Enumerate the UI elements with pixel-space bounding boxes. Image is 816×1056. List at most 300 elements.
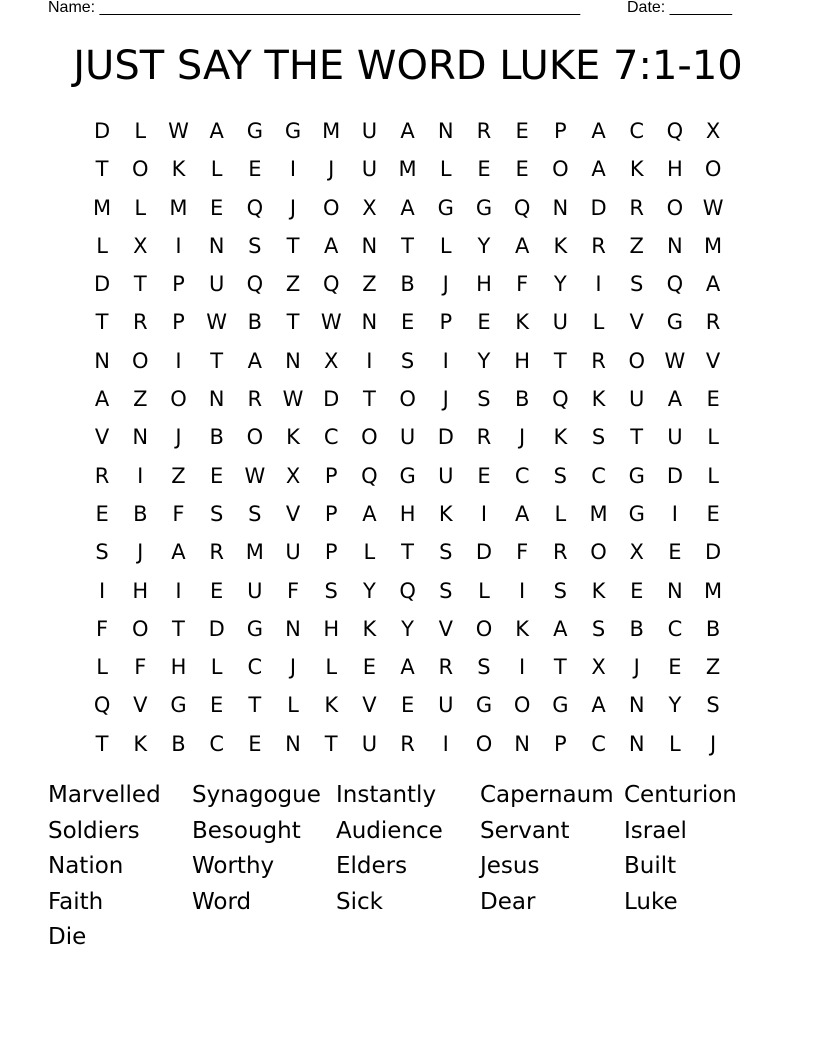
grid-letter: I [175,578,182,603]
grid-letter: M [589,501,608,526]
grid-letter: J [442,272,449,297]
grid-letter: X [324,348,339,373]
grid-letter: E [400,693,415,718]
grid-letter: A [705,272,721,297]
grid-letter: Q [666,272,684,297]
grid-letter: H [514,348,531,373]
grid-row [83,572,733,610]
grid-letter: N [361,233,378,258]
grid-letter: S [209,501,224,526]
grid-letter: K [591,578,606,603]
grid-letter: C [514,463,530,488]
word-bank-item: Elders [336,853,408,880]
grid-letter: E [515,119,529,143]
grid-letter: X [362,195,377,220]
word-bank-item: Centurion [624,782,737,808]
grid-letter: O [132,157,149,182]
grid-letter: O [132,348,149,373]
grid-letter: V [133,693,148,718]
grid-letter: O [552,157,569,182]
grid-letter: T [401,233,414,258]
grid-letter: A [362,501,377,526]
name-field: Name: ______________________________________________________ [48,0,581,16]
grid-letter: A [324,233,339,258]
grid-row [83,380,733,418]
letter-grid [83,112,733,763]
grid-letter: U [667,425,683,450]
grid-letter: T [172,616,185,641]
grid-letter: A [553,616,568,641]
grid-letter: L [707,463,719,488]
grid-letter: A [514,233,530,258]
grid-letter: I [442,348,449,373]
grid-letter: C [591,463,606,488]
grid-letter: O [132,616,149,641]
grid-letter: X [285,463,301,488]
grid-letter: W [168,119,189,143]
grid-letter: U [361,157,378,182]
grid-letter: C [667,616,683,641]
grid-row [83,457,733,495]
grid-letter: A [591,157,606,182]
grid-letter: C [591,731,606,756]
grid-letter: S [553,463,568,488]
word-bank-item: Luke [624,888,678,915]
grid-letter: C [209,731,224,756]
grid-letter: S [477,387,491,412]
grid-letter: Y [477,233,491,258]
grid-letter: W [320,310,342,335]
grid-letter: Y [401,616,414,641]
grid-letter: R [209,540,224,565]
grid-letter: S [248,501,262,526]
grid-letter: K [171,157,186,182]
word-bank-item: Sick [336,888,383,915]
grid-letter: H [399,501,416,526]
grid-letter: R [476,425,492,450]
grid-letter: J [709,731,717,756]
word-bank-item: Instantly [336,782,437,808]
word-bank-item: Built [624,853,677,880]
grid-letter: E [210,463,224,488]
grid-letter: N [94,348,110,373]
grid-letter: N [132,425,149,450]
grid-letter: T [95,731,109,756]
grid-letter: E [362,655,377,680]
grid-letter: T [95,310,109,335]
grid-letter: R [438,655,454,680]
grid-letter: M [169,195,188,220]
grid-letter: Q [666,119,684,143]
grid-letter: P [554,119,567,143]
grid-letter: L [287,693,299,718]
grid-letter: U [552,310,569,335]
grid-letter: N [667,578,683,603]
grid-letter: U [399,425,416,450]
grid-letter: K [629,157,644,182]
grid-letter: E [210,578,224,603]
grid-letter: E [668,655,682,680]
grid-letter: P [172,310,185,335]
word-bank-item: Capernaum [480,782,614,808]
page-title: JUST SAY THE WORD LUKE 7:1-10 [73,43,743,89]
grid-letter: D [590,195,607,220]
grid-letter: L [210,655,223,680]
grid-letter: L [554,501,567,526]
grid-letter: D [323,387,340,412]
word-bank-item: Besought [192,817,301,844]
grid-letter: O [475,616,493,641]
grid-letter: T [362,387,376,412]
grid-letter: Z [362,272,377,297]
grid-letter: O [704,157,722,182]
grid-letter: N [285,731,301,756]
grid-letter: N [361,310,378,335]
grid-letter: R [591,233,606,258]
grid-letter: T [553,348,567,373]
grid-row [83,227,733,265]
grid-letter: F [96,616,109,641]
grid-letter: O [322,195,340,220]
grid-letter: Y [668,693,682,718]
grid-letter: A [209,119,224,143]
grid-letter: M [704,233,723,258]
grid-letter: R [553,540,568,565]
grid-letter: B [171,731,186,756]
word-bank-item: Soldiers [48,817,140,844]
grid-letter: Z [629,233,644,258]
grid-letter: D [437,425,454,450]
grid-letter: B [629,616,644,641]
grid-row [83,303,733,341]
grid-letter: N [667,233,683,258]
grid-letter: U [361,119,378,143]
grid-letter: S [591,425,606,450]
grid-letter: R [705,310,721,335]
grid-letter: O [246,425,264,450]
grid-letter: I [175,348,182,373]
grid-letter: J [289,195,297,220]
grid-letter: A [400,119,415,143]
grid-letter: O [590,540,607,565]
grid-letter: E [477,463,491,488]
grid-row [83,686,733,724]
grid-letter: M [93,195,112,220]
word-bank-item: Servant [480,817,570,844]
grid-row [83,495,733,533]
grid-letter: T [401,540,414,565]
grid-letter: G [246,119,263,143]
grid-letter: H [170,655,187,680]
grid-letter: G [437,195,454,220]
grid-letter: P [324,501,338,526]
grid-letter: A [400,655,415,680]
grid-letter: G [399,463,416,488]
grid-letter: G [246,616,263,641]
grid-letter: P [172,272,185,297]
grid-letter: N [285,348,301,373]
grid-letter: B [400,272,415,297]
grid-letter: G [666,310,684,335]
grid-letter: E [248,157,262,182]
grid-letter: R [629,195,645,220]
grid-letter: S [400,348,415,373]
grid-letter: L [439,233,452,258]
word-bank-item: Synagogue [192,782,321,808]
header-line [48,0,740,18]
grid-letter: L [325,655,338,680]
grid-letter: B [133,501,148,526]
grid-letter: K [515,616,530,641]
grid-letter: E [248,731,262,756]
grid-letter: V [285,501,301,526]
grid-letter: A [400,195,415,220]
grid-letter: D [94,272,111,297]
grid-letter: V [94,425,110,450]
grid-letter: R [591,348,606,373]
grid-letter: M [245,540,264,565]
grid-letter: J [328,157,335,182]
grid-letter: F [516,272,529,297]
grid-row [83,725,733,763]
grid-letter: G [475,195,493,220]
grid-letter: O [513,693,531,718]
grid-letter: V [438,616,453,641]
grid-letter: I [671,501,678,526]
grid-letter: J [137,540,144,565]
date-field: Date: _______ [627,0,732,16]
grid-letter: C [629,119,645,143]
grid-letter: Z [705,655,721,680]
word-bank-item: Worthy [192,853,275,880]
grid-letter: R [247,387,263,412]
grid-letter: L [592,310,605,335]
grid-letter: Z [285,272,301,297]
grid-letter: E [477,157,491,182]
grid-letter: D [208,616,225,641]
grid-letter: A [667,387,683,412]
grid-letter: O [361,425,378,450]
grid-letter: S [553,578,568,603]
grid-letter: Q [361,463,378,488]
word-bank-item: Nation [48,853,124,880]
grid-letter: G [284,119,302,143]
grid-letter: H [476,272,492,297]
grid-letter: Y [362,578,376,603]
grid-letter: A [247,348,263,373]
grid-letter: V [362,693,377,718]
grid-letter: W [702,195,724,220]
grid-letter: J [442,387,449,412]
grid-letter: S [324,578,338,603]
grid-letter: T [210,348,224,373]
grid-letter: N [514,731,531,756]
grid-letter: I [595,272,602,297]
grid-letter: K [133,731,148,756]
grid-letter: R [132,310,148,335]
grid-letter: W [282,387,304,412]
grid-letter: X [705,119,721,143]
grid-letter: S [706,693,720,718]
word-bank-item: Die [48,924,87,951]
grid-letter: L [96,655,108,680]
grid-letter: Q [246,195,264,220]
grid-letter: I [519,578,526,603]
grid-letter: B [514,387,530,412]
grid-letter: E [210,693,224,718]
grid-letter: S [439,578,453,603]
grid-letter: W [206,310,228,335]
grid-letter: F [516,540,529,565]
grid-letter: Y [477,348,491,373]
grid-letter: I [442,731,449,756]
grid-letter: F [172,501,185,526]
grid-letter: S [439,540,453,565]
grid-letter: L [96,233,108,258]
grid-letter: O [666,195,684,220]
grid-letter: U [247,578,263,603]
grid-letter: L [669,731,681,756]
grid-letter: R [400,731,415,756]
grid-letter: U [208,272,225,297]
grid-letter: Q [93,693,111,718]
grid-letter: N [208,233,225,258]
grid-row [83,150,733,188]
grid-letter: V [629,310,644,335]
grid-letter: A [171,540,186,565]
grid-letter: L [210,157,223,182]
grid-letter: G [628,463,645,488]
grid-letter: L [134,119,147,143]
word-bank-item: Israel [624,817,687,844]
grid-letter: S [477,655,491,680]
word-bank-item: Jesus [480,853,540,880]
grid-row [83,610,733,648]
grid-letter: A [514,501,530,526]
grid-letter: B [247,310,263,335]
grid-letter: P [554,731,567,756]
grid-letter: G [170,693,187,718]
grid-letter: S [591,616,606,641]
grid-letter: J [519,425,526,450]
grid-letter: N [628,731,645,756]
grid-letter: J [175,425,182,450]
grid-letter: T [286,233,300,258]
grid-letter: K [438,501,453,526]
grid-row [83,418,733,456]
grid-letter: O [170,387,187,412]
grid-letter: M [704,578,723,603]
grid-row [83,265,733,303]
grid-letter: N [208,387,225,412]
word-bank-item: Word [192,888,252,915]
grid-letter: E [706,387,720,412]
grid-letter: E [668,540,682,565]
grid-letter: U [629,387,645,412]
grid-row [83,189,733,227]
grid-letter: X [133,233,148,258]
grid-letter: Z [171,463,186,488]
grid-letter: R [94,463,110,488]
grid-letter: B [705,616,721,641]
grid-letter: U [285,540,301,565]
grid-row [83,112,733,150]
grid-letter: T [286,310,300,335]
grid-letter: N [552,195,569,220]
grid-letter: K [362,616,377,641]
grid-letter: B [209,425,224,450]
grid-letter: N [437,119,454,143]
grid-letter: G [552,693,569,718]
grid-letter: P [324,540,338,565]
grid-letter: E [400,310,415,335]
grid-letter: E [706,501,720,526]
grid-letter: S [630,272,644,297]
grid-letter: W [244,463,266,488]
word-bank-item: Marvelled [48,782,161,808]
grid-letter: Y [553,272,567,297]
grid-letter: D [705,540,722,565]
grid-letter: T [248,693,262,718]
grid-letter: K [553,233,568,258]
grid-letter: I [480,501,488,526]
word-bank-item: Dear [480,888,536,915]
grid-letter: S [95,540,109,565]
grid-row [83,648,733,686]
grid-letter: M [398,157,417,182]
grid-letter: I [175,233,182,258]
grid-letter: A [94,387,110,412]
grid-letter: G [628,501,645,526]
grid-letter: F [286,578,300,603]
grid-letter: I [98,578,106,603]
grid-letter: S [248,233,262,258]
grid-letter: T [133,272,147,297]
grid-letter: D [94,119,111,143]
grid-letter: K [324,693,339,718]
grid-letter: I [519,655,526,680]
grid-letter: G [475,693,493,718]
grid-letter: I [366,348,373,373]
grid-letter: T [324,731,338,756]
grid-letter: Q [322,272,340,297]
grid-row [83,342,733,380]
grid-letter: C [247,655,263,680]
grid-letter: L [707,425,719,450]
grid-letter: K [515,310,530,335]
grid-letter: A [591,693,606,718]
grid-letter: K [553,425,568,450]
grid-letter: P [324,463,338,488]
grid-letter: H [667,157,683,182]
grid-letter: E [95,501,109,526]
grid-letter: U [438,463,454,488]
grid-letter: Q [399,578,416,603]
grid-letter: O [475,731,493,756]
grid-letter: L [134,195,147,220]
grid-letter: R [476,119,492,143]
grid-letter: Q [552,387,569,412]
grid-letter: E [630,578,644,603]
grid-letter: A [591,119,606,143]
grid-letter: I [289,157,297,182]
grid-letter: M [322,119,341,143]
grid-letter: T [553,655,567,680]
grid-letter: L [478,578,490,603]
grid-row [83,533,733,571]
grid-letter: Q [513,195,531,220]
grid-letter: W [664,348,686,373]
